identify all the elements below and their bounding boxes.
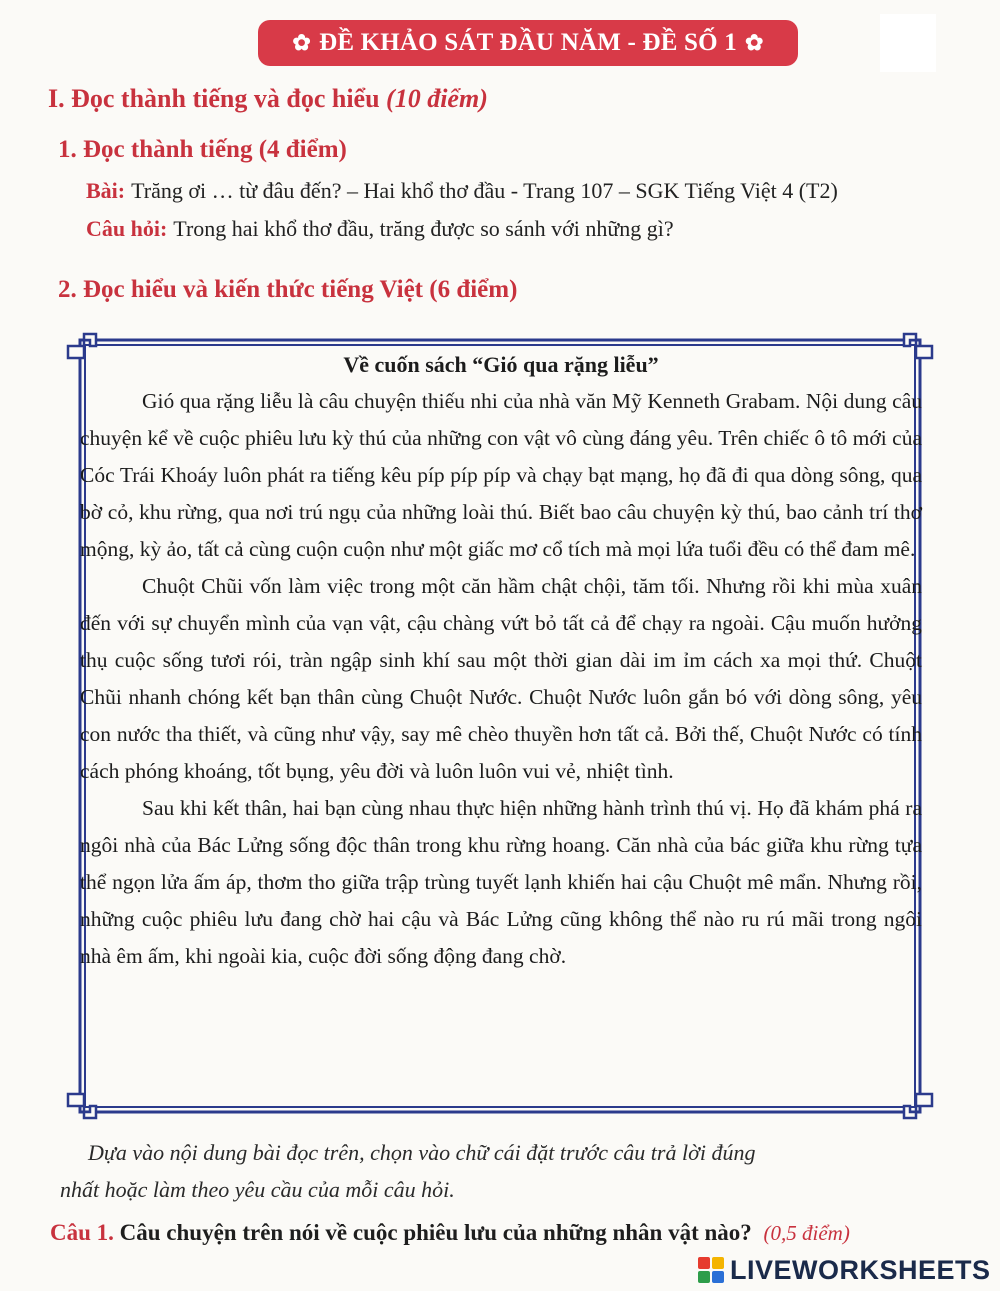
reading-title: Về cuốn sách “Gió qua rặng liễu”	[343, 352, 659, 377]
reading-paragraph: Gió qua rặng liễu là câu chuyện thiếu nhi của nhà văn Mỹ Kenneth Grabam. Nội dung câu chuyện kể về cuộc phiêu lưu kỳ thú của những con vật vô cùng đáng yêu. Trên chiếc ô tô mới của Cóc Trái Khoáy luôn phát ra tiếng kêu píp píp píp và chạy bạt mạng, họ đã đi qua dòng sông, qua bờ cỏ, khu rừng, qua nơi trú ngụ của những loài thú. Biết bao câu chuyện kỳ thú, bao cảnh trí thơ mộng, kỳ ảo, tất cả cùng cuộn cuộn như một giấc mơ cổ tích mà mọi lứa tuổi đều có thể đam mê.	[80, 389, 922, 561]
instruction	[60, 1134, 940, 1208]
flower-icon: ✿	[292, 30, 312, 55]
reading-passage	[80, 346, 922, 975]
bai-line	[86, 178, 838, 204]
liveworksheets-watermark	[698, 1254, 991, 1286]
question-1-label: Câu 1.	[50, 1220, 114, 1245]
instruction-line: nhất hoặc làm theo yêu cầu của mỗi câu hỏi.	[60, 1177, 455, 1202]
reading-paragraph: Chuột Chũi vốn làm việc trong một căn hầm chật chội, tăm tối. Nhưng rồi khi mùa xuân đến với sự chuyển mình của vạn vật, cậu chàng vứt bỏ tất cả để chạy ra ngoài. Cậu muốn hưởng thụ cuộc sống tươi rói, tràn ngập sinh khí sau một thời gian dài im ỉm cách xa mọi thứ. Chuột Chũi nhanh chóng kết bạn thân cùng Chuột Nước. Chuột Nước luôn gắn bó với dòng sông, yêu con nước tha thiết, và cũng như vậy, say mê chèo thuyền hơn tất cả. Bởi thế, Chuột Nước có tính cách phóng khoáng, tốt bụng, yêu đời và luôn luôn vui vẻ, nhiệt tình.	[80, 574, 922, 783]
flower-icon: ✿	[744, 30, 764, 55]
section-heading-text: I. Đọc thành tiếng và đọc hiểu	[48, 84, 380, 113]
section-heading	[48, 84, 488, 114]
reading-paragraph: Sau khi kết thân, hai bạn cùng nhau thực hiện những hành trình thú vị. Họ đã khám phá ra ngôi nhà của Bác Lửng sống độc thân trong khu rừng hoang. Căn nhà của bác giữa khu rừng tựa thể ngọn lửa ấm áp, thơm tho giữa trập trùng tuyết lạnh khiến hai cậu Chuột mê mẩn. Nhưng rồi, những cuộc phiêu lưu đang chờ hai cậu và Bác Lửng cũng không thể nào ru rú mãi trong ngôi nhà êm ấm, khi ngoài kia, cuộc đời sống động đang chờ.	[80, 796, 922, 968]
cauhoi-line	[86, 216, 674, 242]
question-1-points: (0,5 điểm)	[763, 1221, 850, 1245]
part2-heading: 2. Đọc hiểu và kiến thức tiếng Việt (6 điểm)	[58, 276, 518, 303]
bai-label: Bài:	[86, 178, 126, 203]
bai-text: Trăng ơi … từ đâu đến? – Hai khổ thơ đầu - Trang 107 – SGK Tiếng Việt 4 (T2)	[131, 178, 838, 203]
question-1-text: Câu chuyện trên nói về cuộc phiêu lưu của những nhân vật nào?	[119, 1220, 752, 1245]
corner-blank-box	[880, 14, 936, 72]
watermark-text: LIVEWORKSHEETS	[730, 1254, 991, 1285]
instruction-line: Dựa vào nội dung bài đọc trên, chọn vào chữ cái đặt trước câu trả lời đúng	[88, 1140, 756, 1165]
cauhoi-label: Câu hỏi:	[86, 216, 168, 241]
part1-heading: 1. Đọc thành tiếng (4 điểm)	[58, 136, 347, 163]
cauhoi-text: Trong hai khổ thơ đầu, trăng được so sánh với những gì?	[173, 216, 674, 241]
page-title: ĐỀ KHẢO SÁT ĐẦU NĂM - ĐỀ SỐ 1	[319, 29, 737, 56]
section-points: (10 điểm)	[386, 84, 488, 113]
liveworksheets-logo-icon	[698, 1257, 724, 1283]
title-banner	[258, 20, 798, 66]
question-1	[50, 1220, 850, 1246]
